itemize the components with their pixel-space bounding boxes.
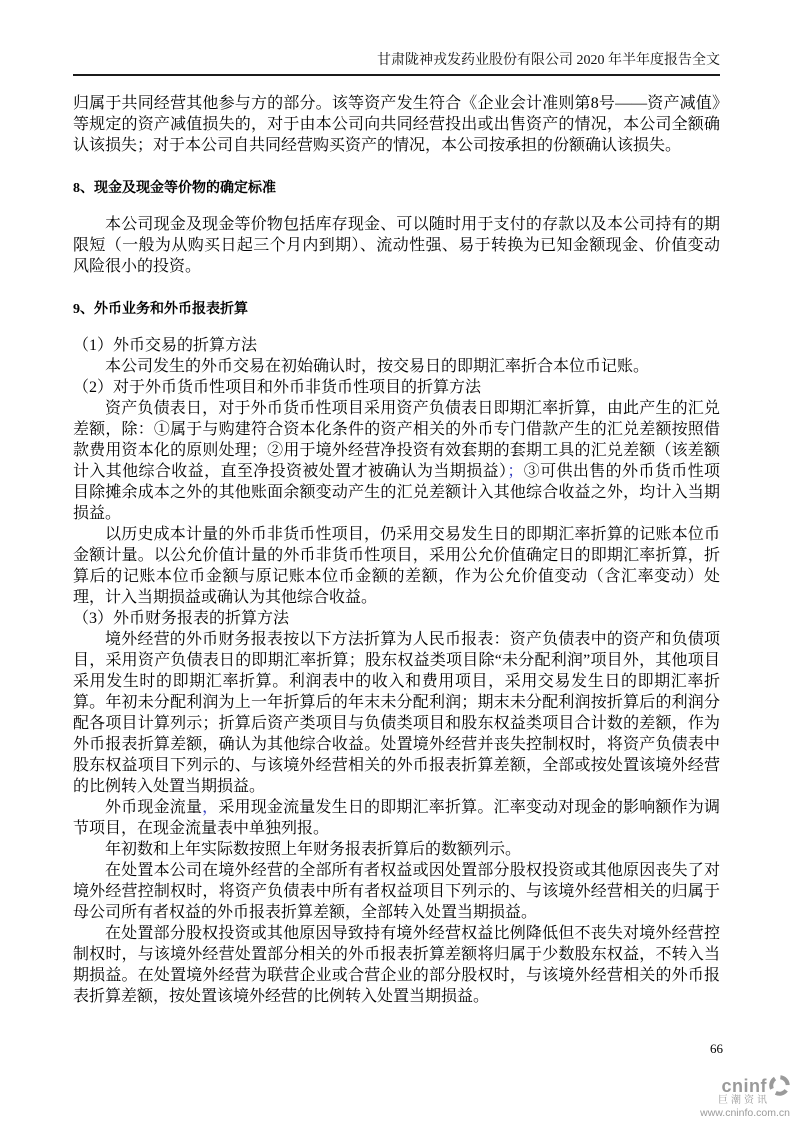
item-3-paragraph-5: 在处置部分股权投资或其他原因导致持有境外经营权益比例降低但不丧失对境外经营控制权时，与该境外经营处置部分相关的外币报表折算差额将归属于少数股东权益，不转入当期损益。在处置境外经营为联营企业或合营企业的部分股权时，与该境外经营相关的外币报表折算差额，按处置该境外经营的比例转入处置当期损益。 — [73, 925, 720, 1005]
item-3-paragraph-1: 境外经营的外币财务报表按以下方法折算为人民币报表：资产负债表中的资产和负债项目，采用资产负债表日的即期汇率折算；股东权益类项目除“未分配利润”项目外，其他项目采用发生时的即期汇率折算。利润表中的收入和费用项目，采用交易发生日的即期汇率折算。年初未分配利润为上一年折算后的年末未分配利润；期末未分配利润按折算后的利润分配各项目计算列示；折算后资产类项目与负债类项目和股东权益类项目合计数的差额，作为外币报表折算差额，确认为其他综合收益。处置境外经营并丧失控制权时，将资产负债表中股东权益项目下列示的、与该境外经营相关的外币报表折算差额，全部或按处置该境外经营的比例转入处置当期损益。 — [73, 631, 720, 795]
item-3-paragraph-3: 年初数和上年实际数按照上年财务报表折算后的数额列示。 — [105, 841, 522, 858]
item-3-paragraph-2 — [73, 797, 720, 839]
blue-semicolon: ； — [507, 463, 524, 480]
continuation-paragraph: 归属于共同经营其他参与方的部分。该等资产发生符合《企业会计准则第8号——资产减值》等规定的资产减值损失的，对于由本公司向共同经营投出或出售资产的情况，本公司全额确认该损失；对于本公司自共同经营购买资产的情况，本公司按承担的份额确认该损失。 — [73, 95, 720, 154]
item-2-paragraph-2: 以历史成本计量的外币非货币性项目，仍采用交易发生日的即期汇率折算的记账本位币金额计量。以公允价值计量的外币非货币性项目，采用公允价值确定日的即期汇率折算，折算后的记账本位币金额与原记账本位币金额的差额，作为公允价值变动（含汇率变动）处理，计入当期损益或确认为其他综合收益。 — [73, 526, 720, 606]
cninfo-subtitle: 巨潮资讯 — [718, 1095, 770, 1106]
item-2-title: （2）对于外币货币性项目和外币非货币性项目的折算方法 — [73, 379, 482, 396]
document-body — [73, 93, 720, 1007]
cninfo-url: www.cninfo.com.cn — [700, 1107, 790, 1119]
cninfo-wordmark: cninf — [721, 1075, 767, 1096]
item-2-paragraph-1-text-cont: ③可供出售的外币货币性项目除摊余成本之外的其他账面余额变动产生的汇兑差额计入其他综合收益之外，均计入当期损益。 — [73, 463, 720, 522]
item-3-paragraph-2-text-cont: 采用现金流量发生日的即期汇率折算。汇率变动对现金的影响额作为调节项目，在现金流量表中单独列报。 — [73, 799, 720, 837]
section-8-heading: 8、现金及现金等价物的确定标准 — [73, 181, 276, 196]
item-3-title: （3）外币财务报表的折算方法 — [73, 610, 290, 627]
item-1-title: （1）外币交易的折算方法 — [73, 337, 258, 354]
item-2-paragraph-1-text: 资产负债表日，对于外币货币性项目采用资产负债表日即期汇率折算，由此产生的汇兑差额，除：①属于与购建符合资本化条件的资产相关的外币专门借款产生的汇兑差额按照借款费用资本化的原则处理；②用于境外经营净投资有效套期的套期工具的汇兑差额（该差额计入其他综合收益，直至净投资被处置才被确认为当期损益） — [73, 400, 720, 480]
cninfo-logo — [680, 1075, 790, 1120]
report-header — [73, 53, 720, 76]
section-8-paragraph: 本公司现金及现金等价物包括库存现金、可以随时用于支付的存款以及本公司持有的期限短（一般为从购买日起三个月内到期）、流动性强、易于转换为已知金额现金、价值变动风险很小的投资。 — [73, 216, 720, 275]
section-9-heading: 9、外币业务和外币报表折算 — [73, 302, 248, 317]
blue-comma: ， — [202, 799, 219, 816]
cninfo-swirl-icon — [769, 1075, 790, 1096]
item-3-paragraph-4: 在处置本公司在境外经营的全部所有者权益或因处置部分股权投资或其他原因丧失了对境外经营控制权时，将资产负债表中所有者权益项目下列示的、与该境外经营相关的归属于母公司所有者权益的外币报表折算差额，全部转入处置当期损益。 — [73, 862, 720, 921]
item-2-paragraph-1 — [73, 398, 720, 524]
page-number: 66 — [710, 1041, 723, 1056]
item-3-paragraph-2-text: 外币现金流量 — [105, 799, 203, 816]
report-header-title: 甘肃陇神戎发药业股份有限公司 2020 年半年度报告全文 — [377, 53, 720, 68]
item-1-paragraph: 本公司发生的外币交易在初始确认时，按交易日的即期汇率折合本位币记账。 — [105, 358, 650, 375]
cninfo-logo-row — [680, 1075, 790, 1096]
